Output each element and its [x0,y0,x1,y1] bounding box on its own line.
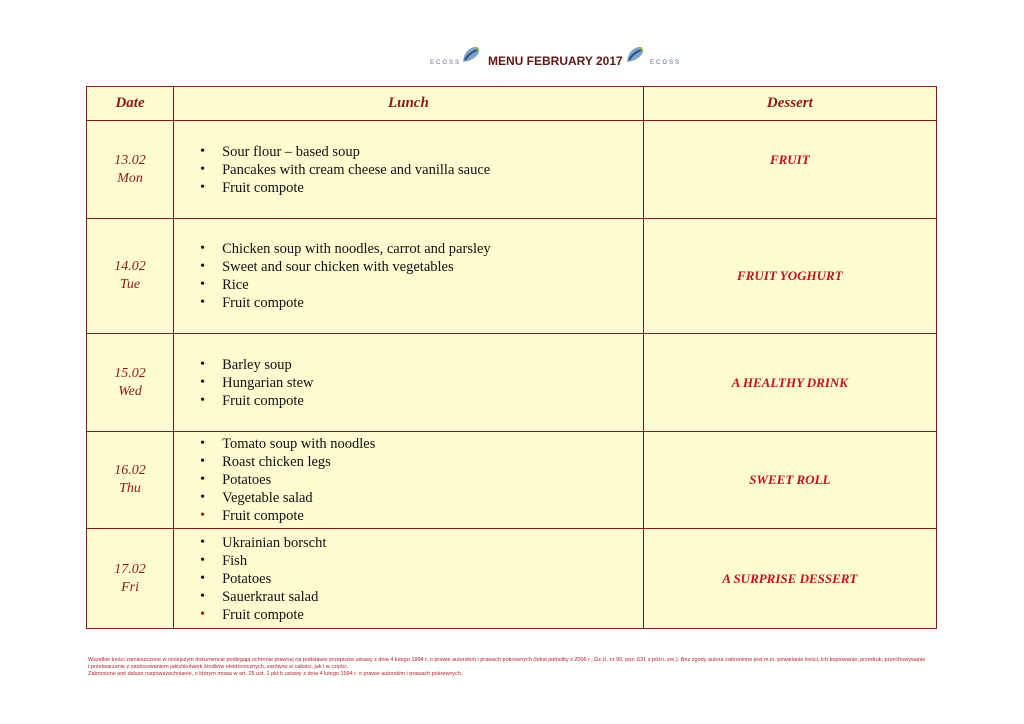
table-row [87,219,937,334]
lunch-item: • Fish [222,552,643,570]
day-value: Thu [119,481,141,496]
lunch-item: • Vegetable salad [222,489,643,507]
lunch-cell [174,334,644,432]
date-cell [87,529,174,629]
dessert-cell: FRUIT YOGHURT [643,219,936,334]
lunch-item: • Ukrainian borscht [222,534,643,552]
ecoss-emblem-icon [624,44,646,66]
lunch-item: • Hungarian stew [222,374,643,392]
lunch-item: • Fruit compote [222,507,643,525]
lunch-item: • Fruit compote [222,392,643,410]
day-value: Tue [119,277,141,292]
lunch-item: • Tomato soup with noodles [222,435,643,453]
day-value: Wed [118,383,142,399]
table-row [87,432,937,529]
table-row [87,121,937,219]
lunch-list [174,435,643,525]
dessert-cell: A HEALTHY DRINK [643,334,936,432]
table-row [87,529,937,629]
lunch-cell [174,121,644,219]
lunch-item: • Rice [222,276,643,294]
copyright-text: Wszelkie treści zamieszczone w niniejszym dokumencie podlegają ochronie prawnej na podstawie przepisów ustawy z dnia 4 lutego 1994 r. o prawie autorskim i prawach pokrewnych (tekst jednolity z 2006 r., Dz.U. nr 90, poz. 631 z późn. zm.). Bez zgody autora zabronione jest m.in. powielanie treści, ich kopiowanie, przedruk, przechowywanie i przetwarzanie z zastosowaniem jakichkolwiek środków elektronicznych, zarówno w całości, jak i w części. [88,657,926,671]
lunch-list [174,143,643,197]
ecoss-logo-right [620,44,680,78]
table-header-row [87,87,937,121]
lunch-item: • Roast chicken legs [222,453,643,471]
lunch-item: • Sour flour – based soup [222,143,643,161]
date-value: 14.02 [114,259,146,274]
dessert-cell: SWEET ROLL [643,432,936,529]
lunch-cell [174,219,644,334]
lunch-item: • Fruit compote [222,294,643,312]
ecoss-emblem-icon [460,44,482,66]
lunch-item: • Sauerkraut salad [222,588,643,606]
lunch-list [174,356,643,410]
day-value: Fri [121,579,139,595]
copyright-footer [88,657,928,679]
lunch-cell [174,529,644,629]
date-value: 17.02 [114,561,146,577]
lunch-list [174,240,643,312]
lunch-item: • Potatoes [222,570,643,588]
header-lunch: Lunch [174,87,644,121]
logo-word: ECOSS [430,60,462,66]
lunch-item: • Pancakes with cream cheese and vanilla sauce [222,161,643,179]
date-cell [87,219,174,334]
date-cell [87,121,174,219]
date-value: 13.02 [114,152,146,168]
dessert-cell: A SURPRISE DESSERT [643,529,936,629]
day-value: Mon [117,170,143,186]
page-header [0,44,1024,78]
lunch-item: • Barley soup [222,356,643,374]
table-row [87,334,937,432]
lunch-item: • Chicken soup with noodles, carrot and parsley [222,240,643,258]
lunch-item: • Potatoes [222,471,643,489]
lunch-item: • Sweet and sour chicken with vegetables [222,258,643,276]
menu-title: MENU FEBRUARY 2017 [488,54,623,68]
menu-table [86,86,937,629]
ecoss-logo-left [426,44,486,78]
header-date: Date [87,87,174,121]
lunch-list [174,534,643,624]
date-cell [87,334,174,432]
dessert-cell: FRUIT [643,121,936,219]
date-cell [87,432,174,529]
lunch-item: • Fruit compote [222,179,643,197]
header-dessert: Dessert [643,87,936,121]
logo-word: ECOSS [650,60,682,66]
date-value: 16.02 [114,463,146,478]
date-value: 15.02 [114,365,146,381]
copyright-text-2: Zabronione jest dalsze rozpowszechnianie, o którym mowa w art. 25 ust. 1 pkt b ustawy z dnia 4 lutego 1994 r. o prawie autorskim i prawach pokrewnych. [88,671,463,678]
lunch-cell [174,432,644,529]
lunch-item: • Fruit compote [222,606,643,624]
